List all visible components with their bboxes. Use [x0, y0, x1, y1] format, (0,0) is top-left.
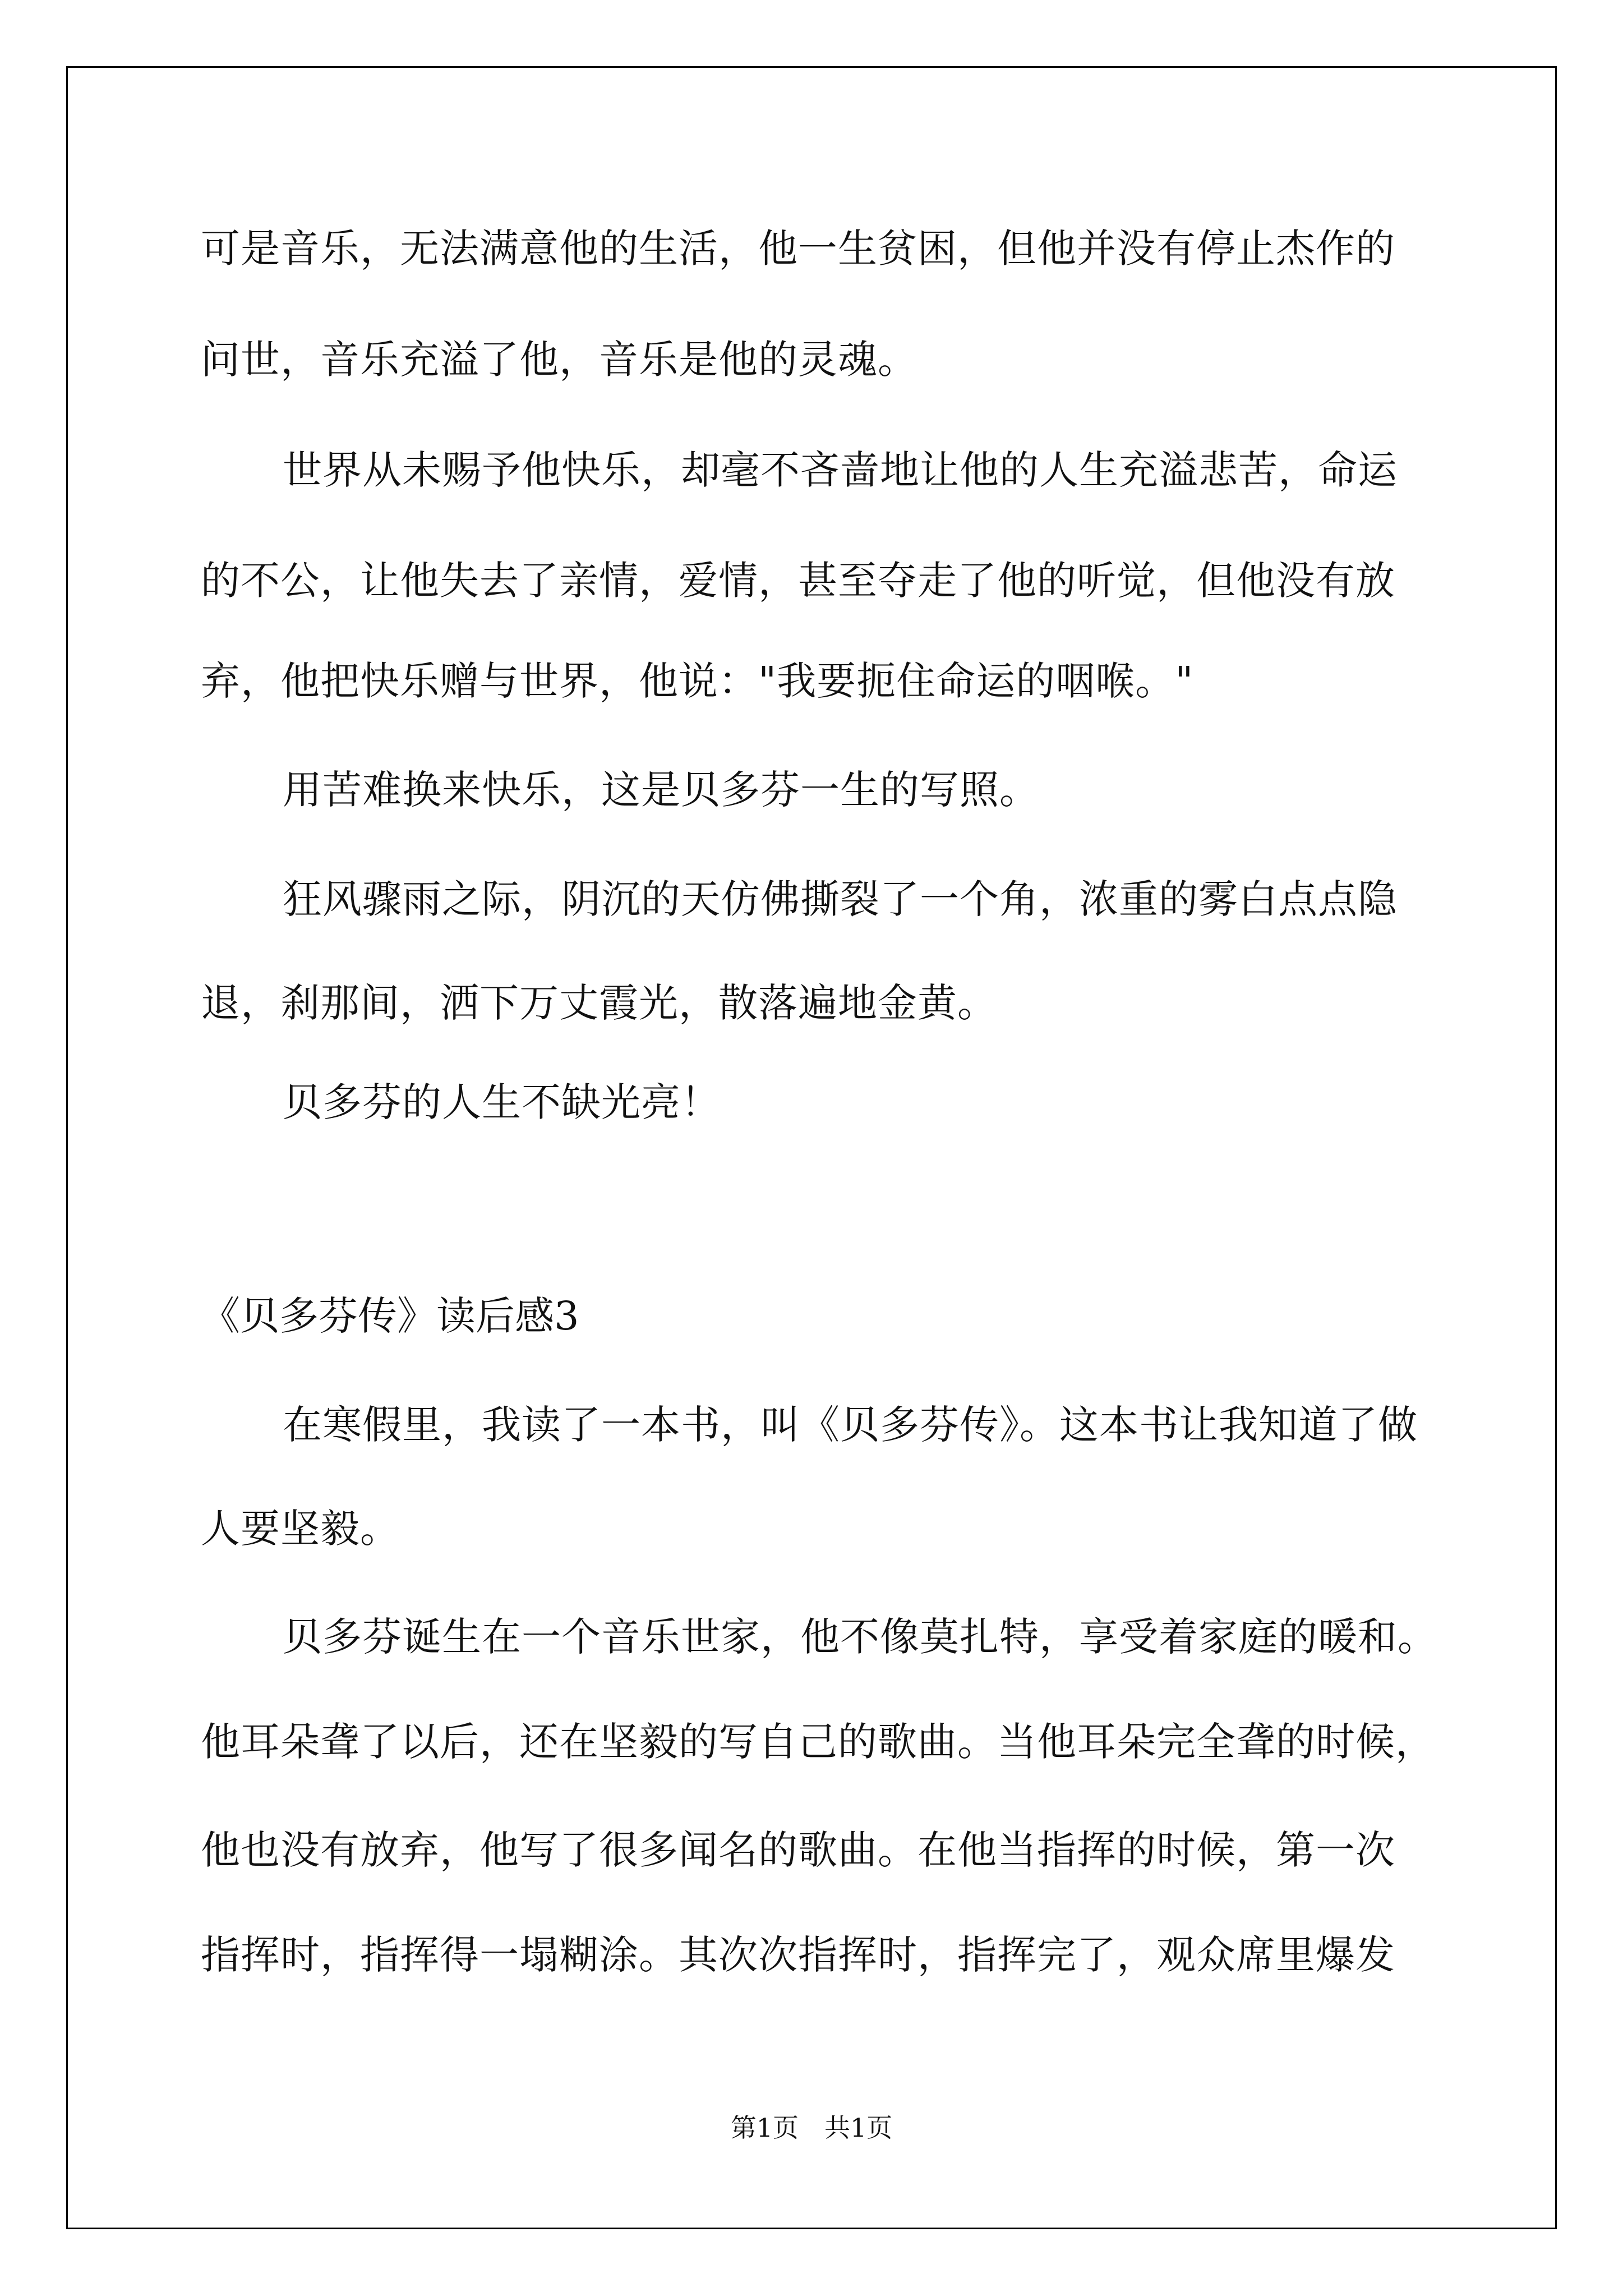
body-text-line: 问世，音乐充溢了他，音乐是他的灵魂。: [201, 337, 917, 383]
body-text-line: 贝多芬的人生不缺光亮！: [283, 1079, 721, 1125]
body-text-line: 世界从未赐予他快乐，却毫不吝啬地让他的人生充溢悲苦，命运: [283, 447, 1398, 493]
body-text-line: 他耳朵聋了以后，还在坚毅的写自己的歌曲。当他耳朵完全聋的时候，: [201, 1719, 1435, 1765]
body-text-line: 贝多芬诞生在一个音乐世家，他不像莫扎特，享受着家庭的暖和。: [283, 1614, 1437, 1660]
body-text-line: 弃，他把快乐赠与世界，他说："我要扼住命运的咽喉。": [201, 658, 1194, 704]
body-text-line: 在寒假里，我读了一本书，叫《贝多芬传》。这本书让我知道了做: [283, 1402, 1418, 1448]
body-text-line: 的不公，让他失去了亲情，爱情，甚至夺走了他的听觉，但他没有放: [201, 558, 1395, 604]
body-text-line: 人要坚毅。: [201, 1506, 400, 1552]
body-text-line: 指挥时，指挥得一塌糊涂。其次次指挥时，指挥完了，观众席里爆发: [201, 1932, 1395, 1978]
body-text-line: 他也没有放弃，他写了很多闻名的歌曲。在他当指挥的时候，第一次: [201, 1827, 1395, 1873]
body-text-line: 狂风骤雨之际，阴沉的天仿佛撕裂了一个角，浓重的雾白点点隐: [283, 876, 1398, 922]
body-text-line: 可是音乐，无法满意他的生活，他一生贫困，但他并没有停止杰作的: [201, 226, 1395, 272]
page-footer: 第1页 共1页: [730, 2113, 893, 2143]
section-heading: 《贝多芬传》读后感3: [201, 1293, 579, 1339]
body-text-line: 用苦难换来快乐，这是贝多芬一生的写照。: [283, 767, 1039, 813]
page-border: [66, 66, 1557, 2229]
body-text-line: 退，刹那间，洒下万丈霞光，散落遍地金黄。: [201, 980, 997, 1026]
